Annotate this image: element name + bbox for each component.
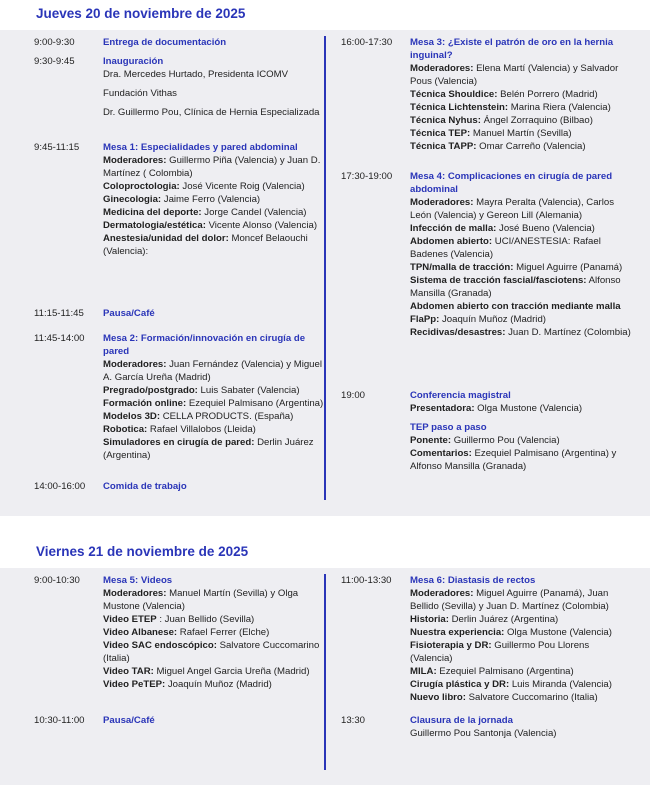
participant-name: CELLA PRODUCTS. (España) [160,411,294,422]
session-content [103,480,325,493]
session-content [410,36,632,153]
participant-line [103,68,325,81]
participant-name: Rafael Villalobos (Lleida) [147,424,256,435]
participant-line [410,727,632,740]
role-label: Coloproctologia: [103,181,180,192]
role-label: Presentadora: [410,403,475,414]
participant-line [103,384,325,397]
participant-line [103,613,325,626]
role-label: Técnica TEP: [410,128,471,139]
session-content [103,332,325,462]
role-label: Técnica TAPP: [410,141,477,152]
session-title: Pausa/Café [103,715,155,726]
participant-name: Miguel Angel Garcia Ureña (Madrid) [153,666,310,677]
role-label: Anestesia/unidad del dolor: [103,233,229,244]
role-label: Infección de malla: [410,223,497,234]
session-content [103,55,325,119]
participant-line [410,447,632,473]
session-time: 14:00-16:00 [34,481,86,492]
participant-name: Moncef Belaouchi (Valencia): [103,233,308,257]
participant-line [410,434,632,447]
role-label: Nuestra experiencia: [410,627,505,638]
role-label: Moderadores: [103,359,167,370]
participant-line [410,62,632,88]
participant-name: Guillermo Pou Santonja (Valencia) [410,728,557,739]
session-title: Mesa 1: Especialidades y pared abdominal [103,142,298,153]
participant-name: Luis Miranda (Valencia) [509,679,612,690]
session-title: Mesa 5: Videos [103,575,173,586]
participant-name: Rafael Ferrer (Elche) [177,627,270,638]
role-label: Moderadores: [103,155,167,166]
session-title: Mesa 2: Formación/innovación en cirugía de pared [103,333,306,357]
participant-name: Miguel Aguirre (Panamá) [513,262,623,273]
participant-line [103,665,325,678]
participant-name: Manuel Martín (Sevilla) [470,128,572,139]
session-content [410,574,632,704]
participant-name: Guillermo Pou (Valencia) [451,435,560,446]
participant-line [103,587,325,613]
participant-line [410,88,632,101]
participant-line [410,222,632,235]
participant-line [410,691,632,704]
session-content [410,170,632,339]
session-title: Comida de trabajo [103,481,187,492]
participant-name: Olga Mustone (Valencia) [504,627,612,638]
participant-name: Manuel Martín (Sevilla) y Olga Mustone (Valencia) [103,588,299,612]
role-label: Video TAR: [103,666,154,677]
participant-line [103,358,325,384]
participant-name: Jaime Ferro (Valencia) [161,194,261,205]
session-time: 9:30-9:45 [34,56,75,67]
session-content [103,574,325,691]
role-label: Abdomen abierto con tracción mediante malla FlaPp: [410,301,621,325]
role-label: Sistema de tracción fascial/fasciotens: [410,275,587,286]
participant-name: Fundación Vithas [103,88,177,99]
participant-line [103,678,325,691]
day1-title: Jueves 20 de noviembre de 2025 [36,6,246,21]
participant-line [103,180,325,193]
participant-name: José Vicente Roig (Valencia) [179,181,305,192]
participant-line [410,261,632,274]
role-label: Dermatologia/estética: [103,220,206,231]
role-label: Técnica Lichtenstein: [410,102,509,113]
participant-name: Juan D. Martínez (Colombia) [505,327,631,338]
participant-line [410,101,632,114]
participant-line [103,639,325,665]
participant-line [410,613,632,626]
participant-name: Derlin Juárez (Argentina) [103,437,314,461]
participant-name: Miguel Aguirre (Panamá), Juan Bellido (Sevilla) y Juan D. Martínez (Colombia) [410,588,609,612]
participant-name: Belén Porrero (Madrid) [497,89,598,100]
participant-line [103,232,325,258]
role-label: Video Albanese: [103,627,178,638]
session-time: 10:30-11:00 [34,715,85,726]
participant-name: UCI/ANESTESIA: Rafael Badenes (Valencia) [410,236,601,260]
session-time: 9:00-9:30 [34,37,75,48]
role-label: Abdomen abierto: [410,236,493,247]
participant-line [103,626,325,639]
session-title: Mesa 4: Complicaciones en cirugía de pared abdominal [410,171,613,195]
participant-line [103,154,325,180]
role-label: Robotica: [103,424,148,435]
role-label: Video SAC endoscópico: [103,640,217,651]
participant-line [410,678,632,691]
session-time: 17:30-19:00 [341,171,393,182]
participant-name: : Juan Bellido (Sevilla) [156,614,255,625]
participant-name: Derlin Juárez (Argentina) [448,614,559,625]
session-content [103,307,325,320]
participant-name: Vicente Alonso (Valencia) [205,220,318,231]
participant-line [410,274,632,300]
role-label: Video PeTEP: [103,679,166,690]
participant-name: Guillermo Pou Llorens (Valencia) [410,640,590,664]
participant-line [103,436,325,462]
participant-line [410,140,632,153]
participant-line [410,402,632,415]
role-label: Ginecologia: [103,194,162,205]
role-label: Medicina del deporte: [103,207,202,218]
participant-name: Dra. Mercedes Hurtado, Presidenta ICOMV [103,69,289,80]
participant-name: Luis Sabater (Valencia) [197,385,300,396]
participant-name: Dr. Guillermo Pou, Clínica de Hernia Especializada [103,107,320,118]
participant-line [103,397,325,410]
session-title: Clausura de la jornada [410,715,513,726]
participant-line [103,423,325,436]
role-label: Pregrado/postgrado: [103,385,198,396]
participant-name: Joaquín Muñoz (Madrid) [439,314,546,325]
participant-name: Juan Fernández (Valencia) y Miguel A. García Ureña (Madrid) [103,359,322,383]
session-time: 16:00-17:30 [341,37,393,48]
role-label: Técnica Nyhus: [410,115,481,126]
session-time: 11:15-11:45 [34,308,84,319]
participant-line [103,206,325,219]
role-label: Historia: [410,614,449,625]
participant-line [410,300,632,326]
session-title: Mesa 6: Diastasis de rectos [410,575,536,586]
session-title: TEP paso a paso [410,422,487,433]
role-label: Ponente: [410,435,452,446]
role-label: Recidivas/desastres: [410,327,506,338]
session-content [410,389,632,473]
role-label: Comentarios: [410,448,472,459]
role-label: Fisioterapia y DR: [410,640,492,651]
participant-line [410,127,632,140]
participant-name: Mayra Peralta (Valencia), Carlos León (Valencia) y Gereon Lill (Alemania) [410,197,615,221]
participant-line [410,587,632,613]
participant-line [103,193,325,206]
session-time: 11:45-14:00 [34,333,85,344]
session-time: 13:30 [341,715,366,726]
session-title: Mesa 3: ¿Existe el patrón de oro en la hernia inguinal? [410,37,614,61]
participant-name: Elena Martí (Valencia) y Salvador Pous (Valencia) [410,63,619,87]
participant-name: José Bueno (Valencia) [496,223,595,234]
session-time: 11:00-13:30 [341,575,392,586]
session-content [103,36,325,49]
role-label: Simuladores en cirugía de pared: [103,437,255,448]
day2-title: Viernes 21 de noviembre de 2025 [36,544,249,559]
participant-line [410,235,632,261]
session-title: Pausa/Café [103,308,155,319]
participant-line [410,639,632,665]
participant-name: Marina Riera (Valencia) [508,102,611,113]
participant-name: Jorge Candel (Valencia) [201,207,307,218]
participant-line [410,114,632,127]
session-title: Conferencia magistral [410,390,511,401]
participant-line [410,326,632,339]
participant-name: Joaquín Muñoz (Madrid) [165,679,272,690]
role-label: TPN/malla de tracción: [410,262,514,273]
role-label: Formación online: [103,398,187,409]
role-label: Cirugía plástica y DR: [410,679,510,690]
role-label: Moderadores: [410,197,474,208]
participant-name: Ángel Zorraquino (Bilbao) [480,115,593,126]
participant-line [410,196,632,222]
session-content [410,714,632,740]
participant-name: Guillermo Piña (Valencia) y Juan D. Martínez ( Colombia) [103,155,321,179]
role-label: Video ETEP [103,614,157,625]
session-time: 19:00 [341,390,366,401]
role-label: Moderadores: [103,588,167,599]
participant-line [103,106,325,119]
role-label: MILA: [410,666,437,677]
role-label: Modelos 3D: [103,411,161,422]
participant-line [410,626,632,639]
role-label: Moderadores: [410,63,474,74]
participant-line [103,219,325,232]
role-label: Moderadores: [410,588,474,599]
participant-name: Ezequiel Palmisano (Argentina) [436,666,574,677]
participant-name: Alfonso Mansilla (Granada) [410,275,621,299]
participant-line [103,87,325,100]
participant-name: Ezequiel Palmisano (Argentina) [186,398,324,409]
session-time: 9:45-11:15 [34,142,80,153]
participant-name: Salvatore Cuccomarino (Italia) [465,692,598,703]
participant-line [103,410,325,423]
session-content [103,141,325,258]
session-time: 9:00-10:30 [34,575,80,586]
participant-name: Ezequiel Palmisano (Argentina) y Alfonso Mansilla (Granada) [410,448,617,472]
role-label: Nuevo libro: [410,692,466,703]
participant-name: Omar Carreño (Valencia) [476,141,586,152]
participant-name: Salvatore Cuccomarino (Italia) [103,640,320,664]
participant-name: Olga Mustone (Valencia) [474,403,583,414]
participant-line [410,665,632,678]
role-label: Técnica Shouldice: [410,89,498,100]
session-title: Entrega de documentación [103,37,227,48]
session-content [103,714,325,727]
session-title: Inauguración [103,56,164,67]
